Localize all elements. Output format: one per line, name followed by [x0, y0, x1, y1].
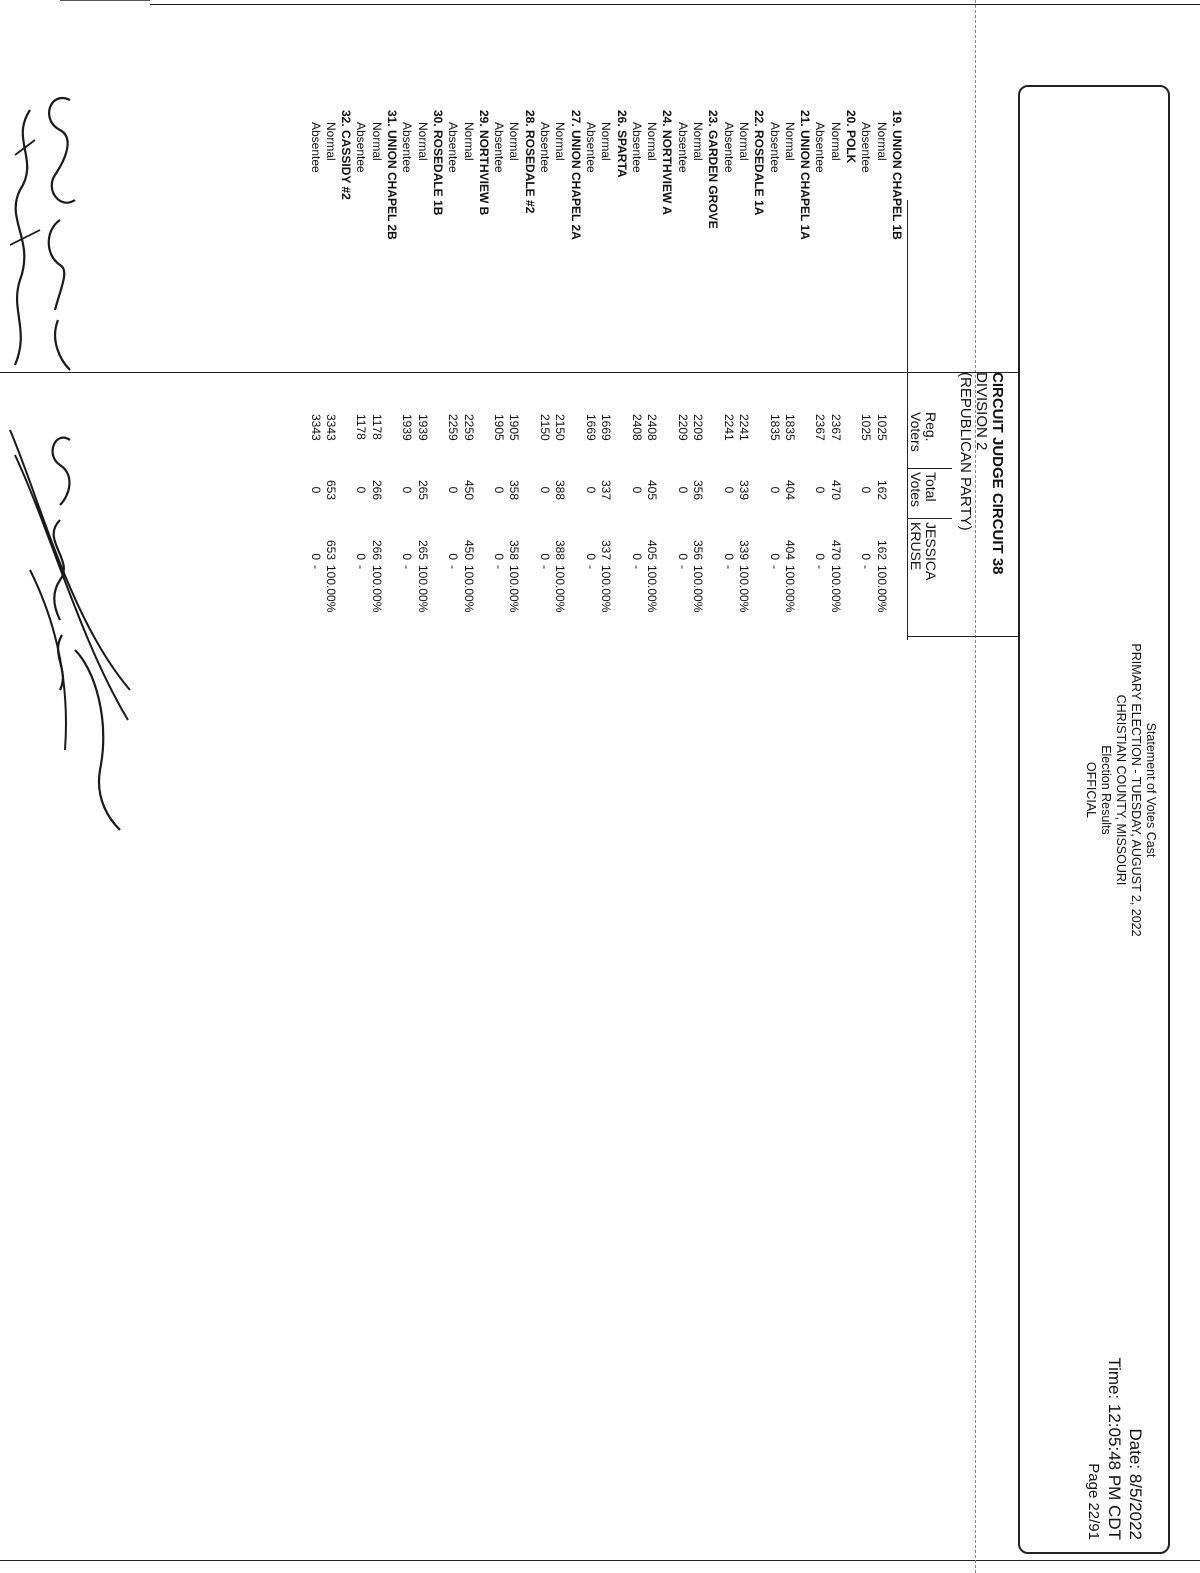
registered-voters: 1835: [767, 414, 782, 441]
vote-type: Absentee: [354, 122, 369, 173]
precinct-row: [751, 110, 766, 670]
candidate-votes: 0: [721, 553, 736, 560]
table-row: [461, 110, 476, 670]
candidate-votes: 0: [675, 553, 690, 560]
precinct-row: [889, 110, 904, 670]
registered-voters: 2408: [629, 414, 644, 441]
table-row: [369, 110, 384, 670]
candidate-percent: -: [813, 565, 828, 569]
vote-type: Absentee: [492, 122, 507, 173]
column-header-candidate: [908, 522, 938, 580]
candidate-percent: 100.00%: [553, 565, 568, 613]
candidate-percent: 100.00%: [691, 565, 706, 613]
header-line: Election Results: [1099, 745, 1113, 835]
column-header-line: Votes: [908, 472, 924, 508]
total-votes: 0: [675, 486, 690, 494]
total-votes: 0: [446, 486, 461, 494]
registered-voters: 2150: [538, 414, 553, 441]
registered-voters: 2241: [737, 414, 751, 441]
column-header-line: JESSICA: [923, 522, 939, 581]
total-votes: 356: [691, 479, 706, 501]
registered-voters: 1835: [782, 414, 797, 441]
vote-type: Absentee: [675, 122, 690, 173]
total-votes: 0: [859, 486, 874, 494]
candidate-percent: 100.00%: [369, 565, 384, 613]
vote-type: Normal: [415, 122, 430, 161]
total-votes: 0: [584, 486, 598, 494]
registered-voters: 1669: [584, 414, 598, 441]
total-votes: 266: [369, 479, 384, 501]
total-votes: 0: [308, 486, 323, 494]
candidate-votes: 358: [507, 539, 522, 560]
candidate-percent: 100.00%: [645, 565, 660, 613]
vote-type: Normal: [828, 122, 843, 161]
total-votes: 0: [354, 486, 369, 494]
registered-voters: 2367: [828, 414, 843, 441]
table-row: [721, 110, 736, 670]
registered-voters: 2408: [645, 414, 660, 441]
registered-voters: 2241: [721, 414, 736, 441]
vote-type: Normal: [782, 122, 797, 161]
total-votes: 0: [767, 486, 782, 494]
candidate-votes: 0: [354, 553, 369, 560]
registered-voters: 1178: [369, 414, 384, 440]
candidate-votes: 653: [323, 539, 338, 560]
total-votes: 358: [507, 479, 522, 501]
registered-voters: 3343: [308, 414, 323, 441]
vote-type: Normal: [369, 122, 384, 161]
registered-voters: 3343: [323, 414, 338, 441]
table-row: [552, 110, 567, 670]
table-right-edge: [908, 636, 1020, 637]
candidate-votes: 0: [767, 553, 782, 560]
table-row: [767, 110, 782, 670]
header-line: PRIMARY ELECTION - TUESDAY, AUGUST 2, 2022: [1129, 643, 1143, 937]
header-line: CHRISTIAN COUNTY, MISSOURI: [1114, 694, 1128, 886]
candidate-percent: -: [859, 565, 874, 569]
table-row: [598, 110, 613, 670]
total-votes: 0: [721, 486, 736, 494]
candidate-votes: 404: [782, 539, 797, 560]
vote-type: Absentee: [446, 122, 461, 173]
registered-voters: 1669: [599, 414, 614, 441]
report-time: Time: 12:05:48 PM CDT: [1105, 1357, 1124, 1540]
candidate-votes: 450: [461, 539, 476, 560]
vote-type: Absentee: [721, 122, 736, 173]
signature-1: [0, 80, 140, 380]
column-divider: [907, 468, 952, 469]
table-row: [828, 110, 843, 670]
precinct-row: [568, 110, 583, 670]
table-row: [415, 110, 430, 670]
total-votes: 337: [599, 479, 614, 501]
candidate-percent: -: [354, 565, 369, 569]
column-header-total-votes: [908, 472, 938, 507]
precinct-row: [705, 110, 720, 670]
total-votes: 405: [645, 479, 660, 501]
candidate-percent: 100.00%: [874, 565, 889, 613]
table-row: [690, 110, 705, 670]
column-divider: [907, 518, 952, 519]
candidate-percent: 100.00%: [737, 565, 751, 613]
candidate-percent: 100.00%: [415, 565, 430, 613]
vote-type: Normal: [599, 122, 614, 161]
registered-voters: 2259: [461, 414, 476, 441]
report-meta: [1083, 1290, 1146, 1540]
table-row: [629, 110, 644, 670]
total-votes: 0: [492, 486, 507, 494]
vote-type: Absentee: [813, 122, 828, 173]
header-line: Statement of Votes Cast: [1144, 722, 1158, 858]
vote-type: Absentee: [584, 122, 598, 173]
registered-voters: 2209: [691, 414, 706, 441]
candidate-votes: 0: [629, 553, 644, 560]
total-votes: 450: [461, 479, 476, 501]
total-votes: 265: [415, 479, 430, 501]
candidate-votes: 0: [813, 553, 828, 560]
table-row: [323, 110, 338, 670]
vote-type: Absentee: [859, 122, 874, 173]
total-votes: 339: [737, 479, 751, 501]
vote-type: Normal: [553, 122, 568, 161]
total-votes: 0: [538, 486, 553, 494]
vote-type: Normal: [507, 122, 522, 161]
candidate-percent: 100.00%: [507, 565, 522, 613]
candidate-percent: 100.00%: [828, 565, 843, 613]
table-row: [813, 110, 828, 670]
candidate-percent: -: [629, 565, 644, 569]
candidate-votes: 337: [599, 539, 614, 560]
table-row: [308, 110, 323, 670]
table-row: [874, 110, 889, 670]
precinct-row: [660, 110, 675, 670]
precinct-name: 32. CASSIDY #2: [339, 110, 354, 200]
column-header-line: KRUSE: [908, 522, 924, 571]
table-row: [491, 110, 506, 670]
precinct-row: [384, 110, 399, 670]
registered-voters: 2367: [813, 414, 828, 441]
contest-title: [957, 372, 1005, 575]
table-row: [583, 110, 598, 670]
candidate-percent: 100.00%: [599, 565, 614, 613]
table-row: [644, 110, 659, 670]
candidate-votes: 0: [584, 553, 598, 560]
contest-division: DIVISION 2: [973, 372, 990, 451]
vote-type: Normal: [461, 122, 476, 161]
vote-type: Normal: [874, 122, 889, 161]
candidate-votes: 339: [737, 539, 751, 560]
column-header-line: Voters: [908, 412, 924, 452]
candidate-percent: -: [492, 565, 507, 569]
table-row: [537, 110, 552, 670]
table-row: [736, 110, 751, 670]
precinct-name: 24. NORTHVIEW A: [660, 110, 675, 215]
precinct-name: 19. UNION CHAPEL 1B: [890, 110, 904, 240]
report-header: [1083, 520, 1158, 1060]
total-votes: 162: [874, 479, 889, 501]
registered-voters: 1025: [859, 414, 874, 441]
precinct-name: 29. NORTHVIEW B: [476, 110, 491, 216]
candidate-votes: 0: [308, 553, 323, 560]
precinct-name: 31. UNION CHAPEL 2B: [385, 110, 400, 240]
candidate-votes: 405: [645, 539, 660, 560]
column-header-reg-voters: [908, 412, 938, 452]
precinct-row: [338, 110, 353, 670]
vote-type: Normal: [323, 122, 338, 161]
precinct-name: 21. UNION CHAPEL 1A: [798, 110, 813, 240]
candidate-votes: 356: [691, 539, 706, 560]
registered-voters: 1905: [492, 414, 507, 441]
candidate-votes: 470: [828, 539, 843, 560]
precinct-row: [614, 110, 629, 670]
precinct-row: [843, 110, 858, 670]
precinct-row: [522, 110, 537, 670]
vote-type: Absentee: [767, 122, 782, 173]
registered-voters: 1025: [874, 414, 889, 441]
candidate-votes: 162: [874, 539, 889, 560]
candidate-percent: -: [767, 565, 782, 569]
candidate-votes: 0: [400, 553, 415, 560]
total-votes: 0: [813, 486, 828, 494]
precinct-name: 30. ROSEDALE 1B: [431, 110, 445, 216]
registered-voters: 2150: [553, 414, 568, 441]
table-row: [507, 110, 522, 670]
table-row: [858, 110, 873, 670]
candidate-percent: -: [538, 565, 553, 569]
candidate-votes: 0: [538, 553, 553, 560]
vote-type: Absentee: [308, 122, 323, 173]
table-row: [354, 110, 369, 670]
candidate-percent: -: [400, 565, 415, 569]
total-votes: 388: [553, 479, 568, 501]
precinct-row: [430, 110, 445, 670]
total-votes: 0: [629, 486, 644, 494]
candidate-votes: 0: [492, 553, 507, 560]
candidate-percent: 100.00%: [323, 565, 338, 613]
total-votes: 470: [828, 479, 843, 501]
table-row: [399, 110, 414, 670]
signature-2: [0, 420, 140, 840]
vote-type: Absentee: [538, 122, 553, 173]
precinct-name: 22. ROSEDALE 1A: [752, 110, 767, 216]
precinct-name: 23. GARDEN GROVE: [706, 110, 721, 229]
table-row: [445, 110, 460, 670]
vote-type: Normal: [645, 122, 660, 161]
vote-type: Normal: [691, 122, 706, 161]
total-votes: 404: [782, 479, 797, 501]
precinct-name: 27. UNION CHAPEL 2A: [568, 110, 583, 240]
candidate-percent: 100.00%: [461, 565, 476, 613]
precinct-row: [797, 110, 812, 670]
registered-voters: 1178: [354, 414, 369, 440]
candidate-percent: -: [446, 565, 461, 569]
candidate-votes: 266: [369, 539, 384, 560]
candidate-votes: 265: [415, 539, 430, 560]
candidate-percent: -: [584, 565, 598, 569]
vote-type: Normal: [737, 122, 751, 161]
candidate-votes: 0: [859, 553, 874, 560]
registered-voters: 1939: [400, 414, 415, 441]
registered-voters: 1905: [507, 414, 522, 441]
precinct-name: 20. POLK: [844, 110, 859, 164]
total-votes: 0: [400, 486, 415, 494]
contest-name: CIRCUIT JUDGE CIRCUIT 38: [989, 372, 1006, 575]
registered-voters: 2259: [446, 414, 461, 441]
candidate-percent: -: [675, 565, 690, 569]
page-number: Page 22/91: [1085, 1463, 1102, 1540]
header-line: OFFICIAL: [1084, 761, 1098, 819]
table-row: [782, 110, 797, 670]
column-header-line: Reg.: [923, 412, 939, 442]
registered-voters: 1939: [415, 414, 430, 441]
precinct-name: 28. ROSEDALE #2: [522, 110, 537, 214]
column-header-line: Total: [923, 472, 939, 502]
table-row: [675, 110, 690, 670]
total-votes: 653: [323, 479, 338, 501]
candidate-percent: -: [308, 565, 323, 569]
contest-party: (REPUBLICAN PARTY): [957, 372, 974, 531]
report-date: Date: 8/5/2022: [1126, 1428, 1145, 1540]
vote-type: Absentee: [629, 122, 644, 173]
precinct-row: [476, 110, 491, 670]
candidate-votes: 0: [446, 553, 461, 560]
precinct-name: 26. SPARTA: [614, 110, 629, 178]
candidate-percent: -: [721, 565, 736, 569]
candidate-votes: 388: [553, 539, 568, 560]
vote-type: Absentee: [400, 122, 415, 173]
candidate-percent: 100.00%: [782, 565, 797, 613]
registered-voters: 2209: [675, 414, 690, 441]
